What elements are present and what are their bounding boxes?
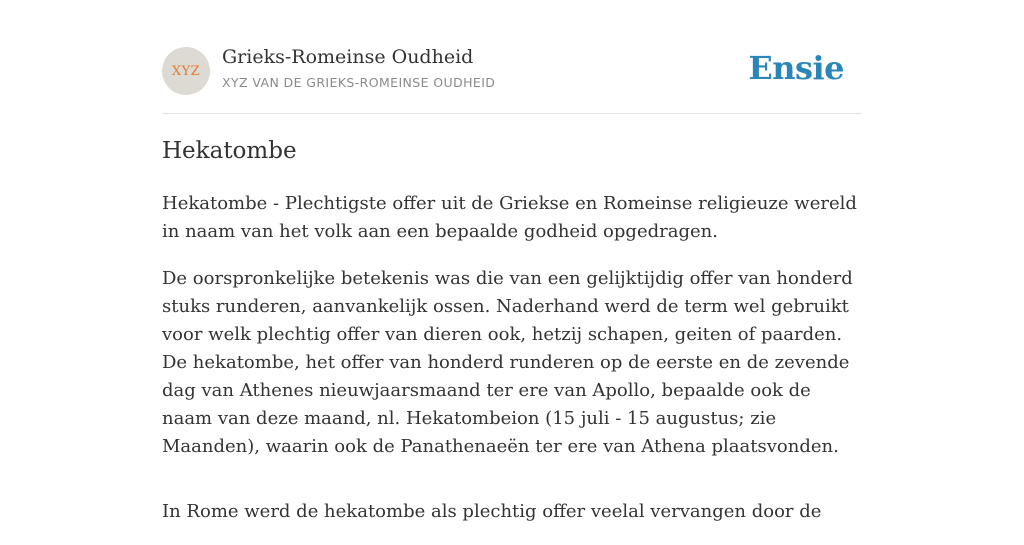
brand-logo[interactable]: Ensie <box>748 49 844 87</box>
header <box>162 0 862 114</box>
paragraph: In Rome werd de hekatombe als plechtig offer veelal vervangen door de <box>162 501 822 522</box>
paragraph: De oorspronkelijke betekenis was die van een gelijktijdig offer van honderd stuks runderen, aanvankelijk ossen. Naderhand werd de term wel gebruikt voor welk plechtig offer van dieren ook, hetzij schapen, geiten of paarden. De hekatombe, het offer van honderd runderen op de eerste en de zevende dag van Athenes nieuwjaarsmaand ter ere van Apollo, bepaalde ook de naam van deze maand, nl. Hekatombeion (15 juli - 15 augustus; zie Maanden), waarin ook de Panathenaeën ter ere van Athena plaatsvonden. <box>162 268 853 457</box>
article-title: Hekatombe <box>162 138 297 164</box>
avatar[interactable] <box>162 47 210 95</box>
source-subtitle: XYZ VAN DE GRIEKS-ROMEINSE OUDHEID <box>222 75 496 90</box>
page <box>162 0 862 522</box>
avatar-text: XYZ <box>171 63 201 79</box>
paragraph: Hekatombe - Plechtigste offer uit de Griekse en Romeinse religieuze wereld in naam van het volk aan een bepaalde godheid opgedragen. <box>162 193 857 242</box>
source-title[interactable]: Grieks-Romeinse Oudheid <box>222 46 474 68</box>
article-body <box>162 190 862 545</box>
